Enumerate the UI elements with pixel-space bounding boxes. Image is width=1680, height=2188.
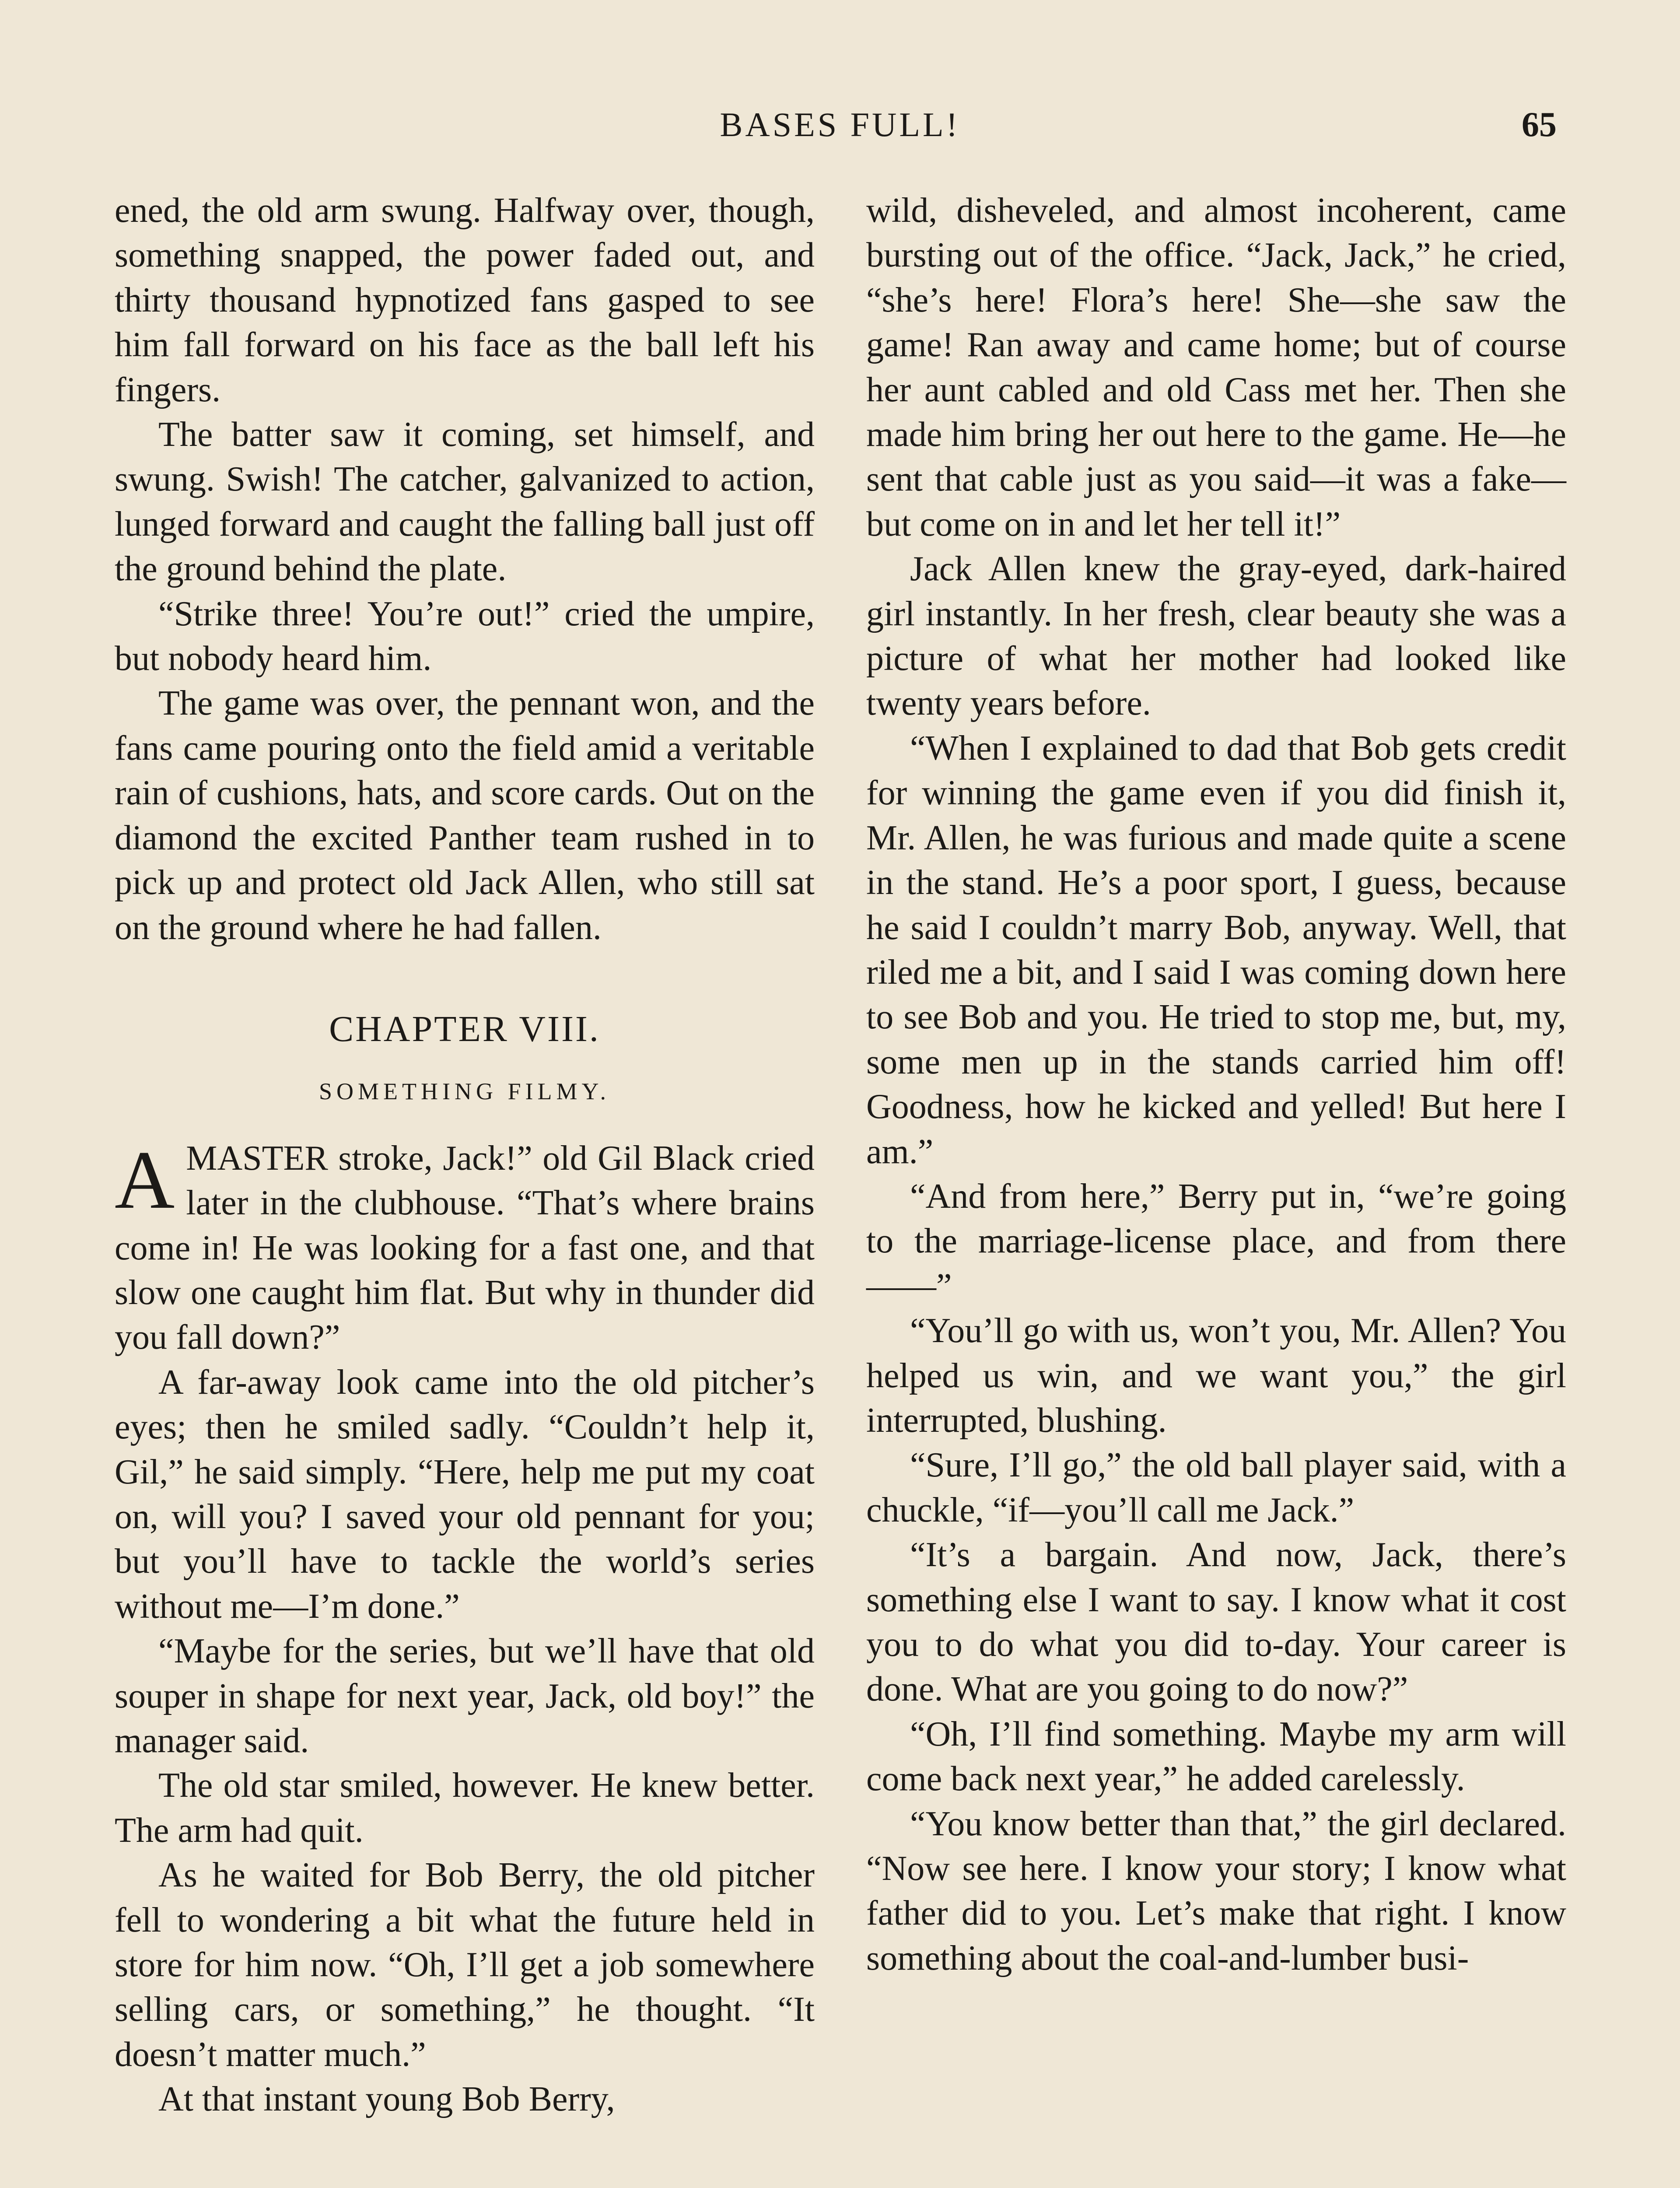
- paragraph: wild, disheveled, and almost incoherent, came bursting out of the office. “Jack, Jack,” he cried, “she’s here! Flora’s here! She—she saw the game! Ran away and came home; but of course her aunt cabled and old Cass met her. Then she made him bring her out here to the game. He—he sent that cable just as you said—it was a fake—but come on in and let her tell it!”: [866, 191, 1566, 543]
- paragraph: “Strike three! You’re out!” cried the umpire, but nobody heard him.: [115, 594, 815, 678]
- paragraph: A far-away look came into the old pitcher’s eyes; then he smiled sadly. “Couldn’t help it, Gil,” he said simply. “Here, help me put my coat on, will you? I saved your old pennant for you; but you’ll have to tackle the world’s series without me—I’m done.”: [115, 1363, 815, 1626]
- first-paragraph-text: MASTER stroke, Jack!” old Gil Black cried later in the clubhouse. “That’s where brains come in! He was looking for a fast one, and that slow one caught him flat. But why in thunder did you fall down?”: [115, 1139, 815, 1357]
- paragraph: The old star smiled, however. He knew better. The arm had quit.: [115, 1766, 815, 1850]
- chapter-title: CHAPTER VIII.: [329, 1008, 600, 1049]
- paragraph: “Sure, I’ll go,” the old ball player said, with a chuckle, “if—you’ll call me Jack.”: [866, 1446, 1566, 1529]
- paragraph: “You’ll go with us, won’t you, Mr. Allen? You helped us win, and we want you,” the girl interrupted, blushing.: [866, 1311, 1566, 1440]
- paragraph: ened, the old arm swung. Halfway over, though, something snapped, the power faded out, and thirty thousand hypnotized fans gasped to see him fall forward on his face as the ball left his fingers.: [115, 191, 815, 409]
- left-column: [115, 188, 815, 2122]
- paragraph: As he waited for Bob Berry, the old pitcher fell to wondering a bit what the future held in store for him now. “Oh, I’ll get a job somewhere selling cars, or something,” he thought. “It doesn’t matter much.”: [115, 1856, 815, 2074]
- paragraph: “You know better than that,” the girl declared. “Now see here. I know your story; I know what father did to you. Let’s make that right. I know something about the coal-and-lumber busi-: [866, 1804, 1566, 1978]
- chapter-subtitle: SOMETHING FILMY.: [318, 1078, 611, 1105]
- paragraph: At that instant young Bob Berry,: [158, 2080, 615, 2119]
- right-column: [866, 188, 1566, 1981]
- dropcap-letter: A: [115, 1134, 175, 1226]
- paragraph: “It’s a bargain. And now, Jack, there’s something else I want to say. I know what it cost you to do what you did to-day. Your career is done. What are you going to do now?”: [866, 1536, 1566, 1709]
- paragraph: “And from here,” Berry put in, “we’re going to the marriage-license place, and from there——”: [866, 1177, 1566, 1305]
- paragraph: The game was over, the pennant won, and the fans came pouring onto the field amid a veritable rain of cushions, hats, and score cards. Out on the diamond the excited Panther team rushed in to pick up and protect old Jack Allen, who still sat on the ground where he had fallen.: [115, 684, 815, 947]
- paragraph: Jack Allen knew the gray-eyed, dark-haired girl instantly. In her fresh, clear beauty she was a picture of what her mother had looked like twenty years before.: [866, 550, 1566, 723]
- page-number: 65: [1522, 105, 1557, 144]
- paragraph: The batter saw it coming, set himself, and swung. Swish! The catcher, galvanized to action, lunged forward and caught the falling ball just off the ground behind the plate.: [115, 415, 815, 589]
- paragraph: “Maybe for the series, but we’ll have that old souper in shape for next year, Jack, old boy!” the manager said.: [115, 1632, 815, 1760]
- paragraph: “Oh, I’ll find something. Maybe my arm will come back next year,” he added carelessly.: [866, 1715, 1566, 1799]
- page-header: [115, 105, 1565, 153]
- running-head: BASES FULL!: [720, 105, 960, 144]
- paragraph: “When I explained to dad that Bob gets credit for winning the game even if you did finish it, Mr. Allen, he was furious and made quite a scene in the stand. He’s a poor sport, I guess, because he said I couldn’t marry Bob, anyway. Well, that riled me a bit, and I said I was coming down here to see Bob and you. He tried to stop me, but, my, some men up in the stands carried him off! Goodness, how he kicked and yelled! But here I am.”: [866, 729, 1566, 1171]
- chapter-first-paragraph: [115, 1136, 815, 1360]
